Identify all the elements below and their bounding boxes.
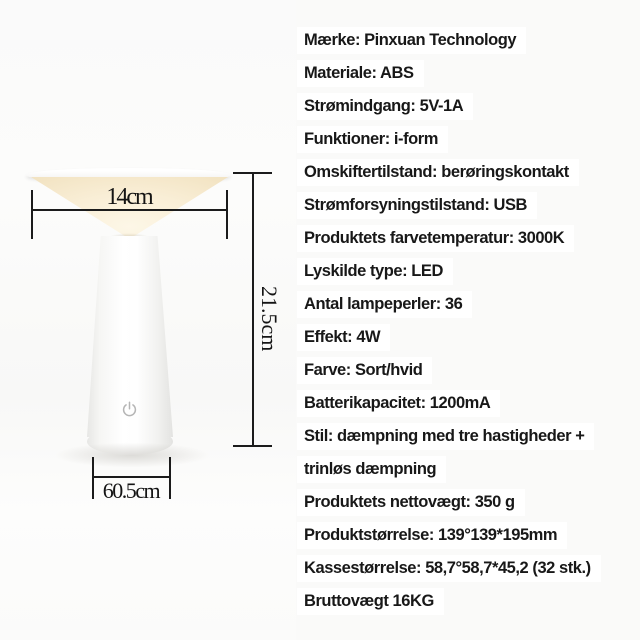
height-dimension-label: 21.5cm: [257, 286, 282, 352]
spec-row-color-temperature: Produktets farvetemperatur: 3000K: [297, 225, 574, 252]
spec-row-net-weight: Produktets nettovægt: 350 g: [297, 489, 525, 516]
width-dimension-tick-right: [226, 190, 228, 239]
spec-row-power-input: Strømindgang: 5V-1A: [297, 93, 473, 120]
spec-row-style-line1: Stil: dæmpning med tre hastigheder +: [297, 423, 594, 450]
width-dimension-label: 14cm: [106, 184, 152, 210]
spec-row-color: Farve: Sort/hvid: [297, 357, 432, 384]
height-dimension-line: [252, 174, 254, 446]
spec-row-gross-weight: Bruttovægt 16KG: [297, 588, 444, 615]
product-photo: [0, 0, 296, 640]
power-icon: [120, 400, 139, 419]
specs-panel: [297, 27, 640, 621]
spec-row-product-size: Produktstørrelse: 139°139*195mm: [297, 522, 567, 549]
spec-row-brand: Mærke: Pinxuan Technology: [297, 27, 526, 54]
width-dimension-tick-left: [31, 190, 33, 239]
base-dimension-label: 60.5cm: [102, 478, 160, 503]
spec-row-style-line2: trinløs dæmpning: [297, 456, 446, 483]
spec-row-power-supply: Strømforsyningstilstand: USB: [297, 192, 537, 219]
spec-row-material: Materiale: ABS: [297, 60, 424, 87]
lamp-ground-shadow: [52, 442, 212, 468]
spec-row-wattage: Effekt: 4W: [297, 324, 390, 351]
spec-row-functions: Funktioner: i-form: [297, 126, 448, 153]
spec-row-light-source: Lyskilde type: LED: [297, 258, 453, 285]
height-dimension-cap-bottom: [233, 445, 272, 447]
spec-row-lamp-beads: Antal lampeperler: 36: [297, 291, 472, 318]
spec-row-switch-mode: Omskiftertilstand: berøringskontakt: [297, 159, 579, 186]
height-dimension-cap-top: [233, 172, 272, 174]
spec-row-battery: Batterikapacitet: 1200mA: [297, 390, 500, 417]
spec-row-box-size: Kassestørrelse: 58,7°58,7*45,2 (32 stk.): [297, 555, 601, 582]
